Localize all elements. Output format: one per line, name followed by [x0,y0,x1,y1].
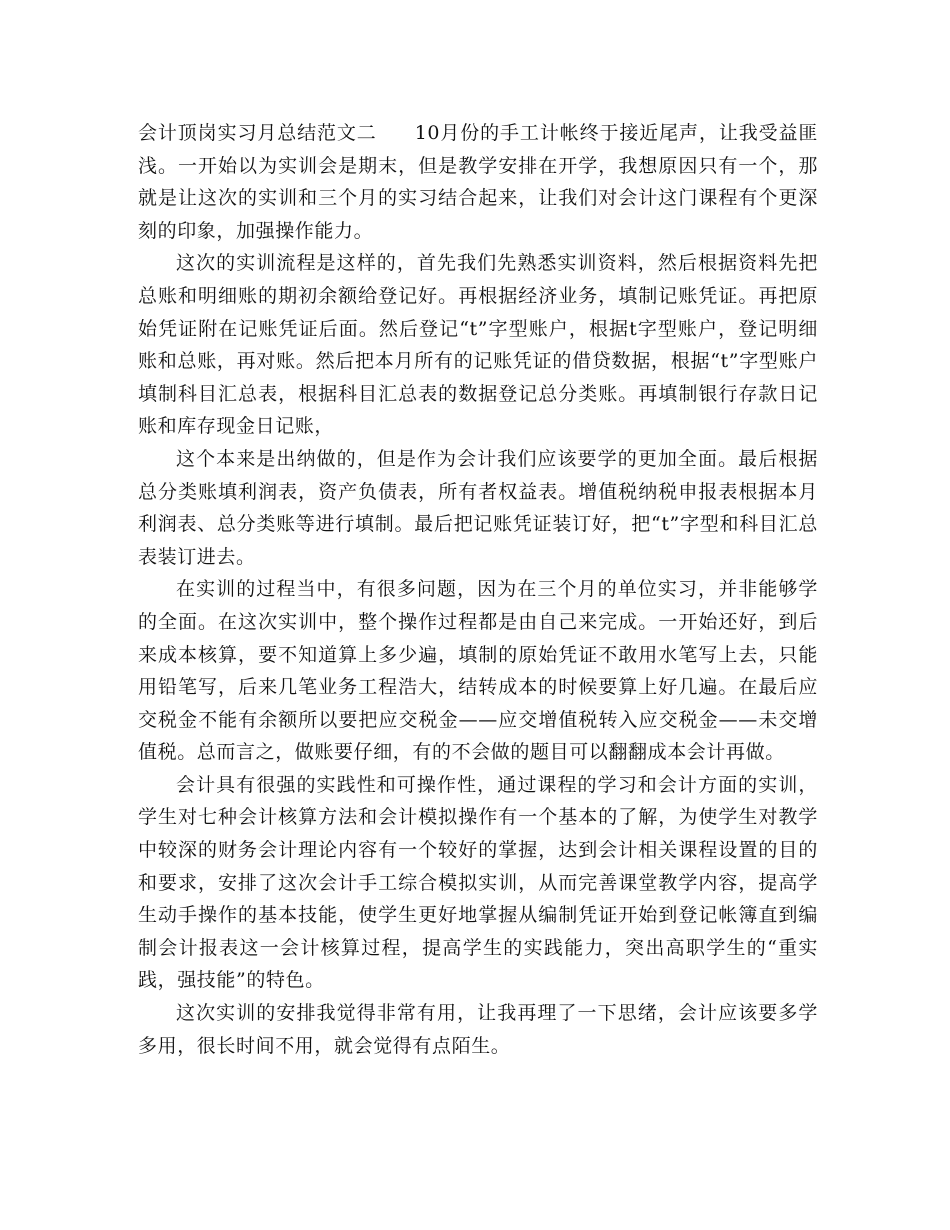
paragraph-2: 这次的实训流程是这样的，首先我们先熟悉实训资料，然后根据资料先把总账和明细账的期初余额给登记好。再根据经济业务，填制记账凭证。再把原始凭证附在记账凭证后面。然后登记“t”字型账户，根据t字型账户，登记明细账和总账，再对账。然后把本月所有的记账凭证的借贷数据，根据“t”字型账户填制科目汇总表，根据科目汇总表的数据登记总分类账。再填制银行存款日记账和库存现金日记账， [138,252,818,438]
paragraph-6: 这次实训的安排我觉得非常有用，让我再理了一下思绪，会计应该要多学多用，很长时间不用，就会觉得有点陌生。 [138,1002,818,1057]
paragraph-5: 会计具有很强的实践性和可操作性，通过课程的学习和会计方面的实训，学生对七种会计核算方法和会计模拟操作有一个基本的了解，为使学生对教学中较深的财务会计理论内容有一个较好的掌握，达到会计相关课程设置的目的和要求，安排了这次会计手工综合模拟实训，从而完善课堂教学内容，提高学生动手操作的基本技能，使学生更好地掌握从编制凭证开始到登记帐簿直到编制会计报表这一会计核算过程，提高学生的实践能力，突出高职学生的“重实践，强技能”的特色。 [138,773,818,992]
paragraph-1-text: 10月份的手工计帐终于接近尾声，让我受益匪浅。一开始以为实训会是期末，但是教学安排在开学，我想原因只有一个，那就是让这次的实训和三个月的实习结合起来，让我们对会计这门课程有个更深刻的印象，加强操作能力。 [138,122,819,242]
opening-paragraph [138,117,818,247]
paragraph-3: 这个本来是出纳做的，但是作为会计我们应该要学的更加全面。最后根据总分类账填利润表，资产负债表，所有者权益表。增值税纳税申报表根据本月利润表、总分类账等进行填制。最后把记账凭证装订好，把“t”字型和科目汇总表装订进去。 [138,447,818,568]
document-title: 会计顶岗实习月总结范文二 [138,122,377,144]
document-body [138,117,818,1062]
paragraph-4: 在实训的过程当中，有很多问题，因为在三个月的单位实习，并非能够学的全面。在这次实训中，整个操作过程都是由自己来完成。一开始还好，到后来成本核算，要不知道算上多少遍，填制的原始凭证不敢用水笔写上去，只能用铅笔写，后来几笔业务工程浩大，结转成本的时候要算上好几遍。在最后应交税金不能有余额所以要把应交税金——应交增值税转入应交税金——未交增值税。总而言之，做账要仔细，有的不会做的题目可以翻翻成本会计再做。 [138,578,818,764]
